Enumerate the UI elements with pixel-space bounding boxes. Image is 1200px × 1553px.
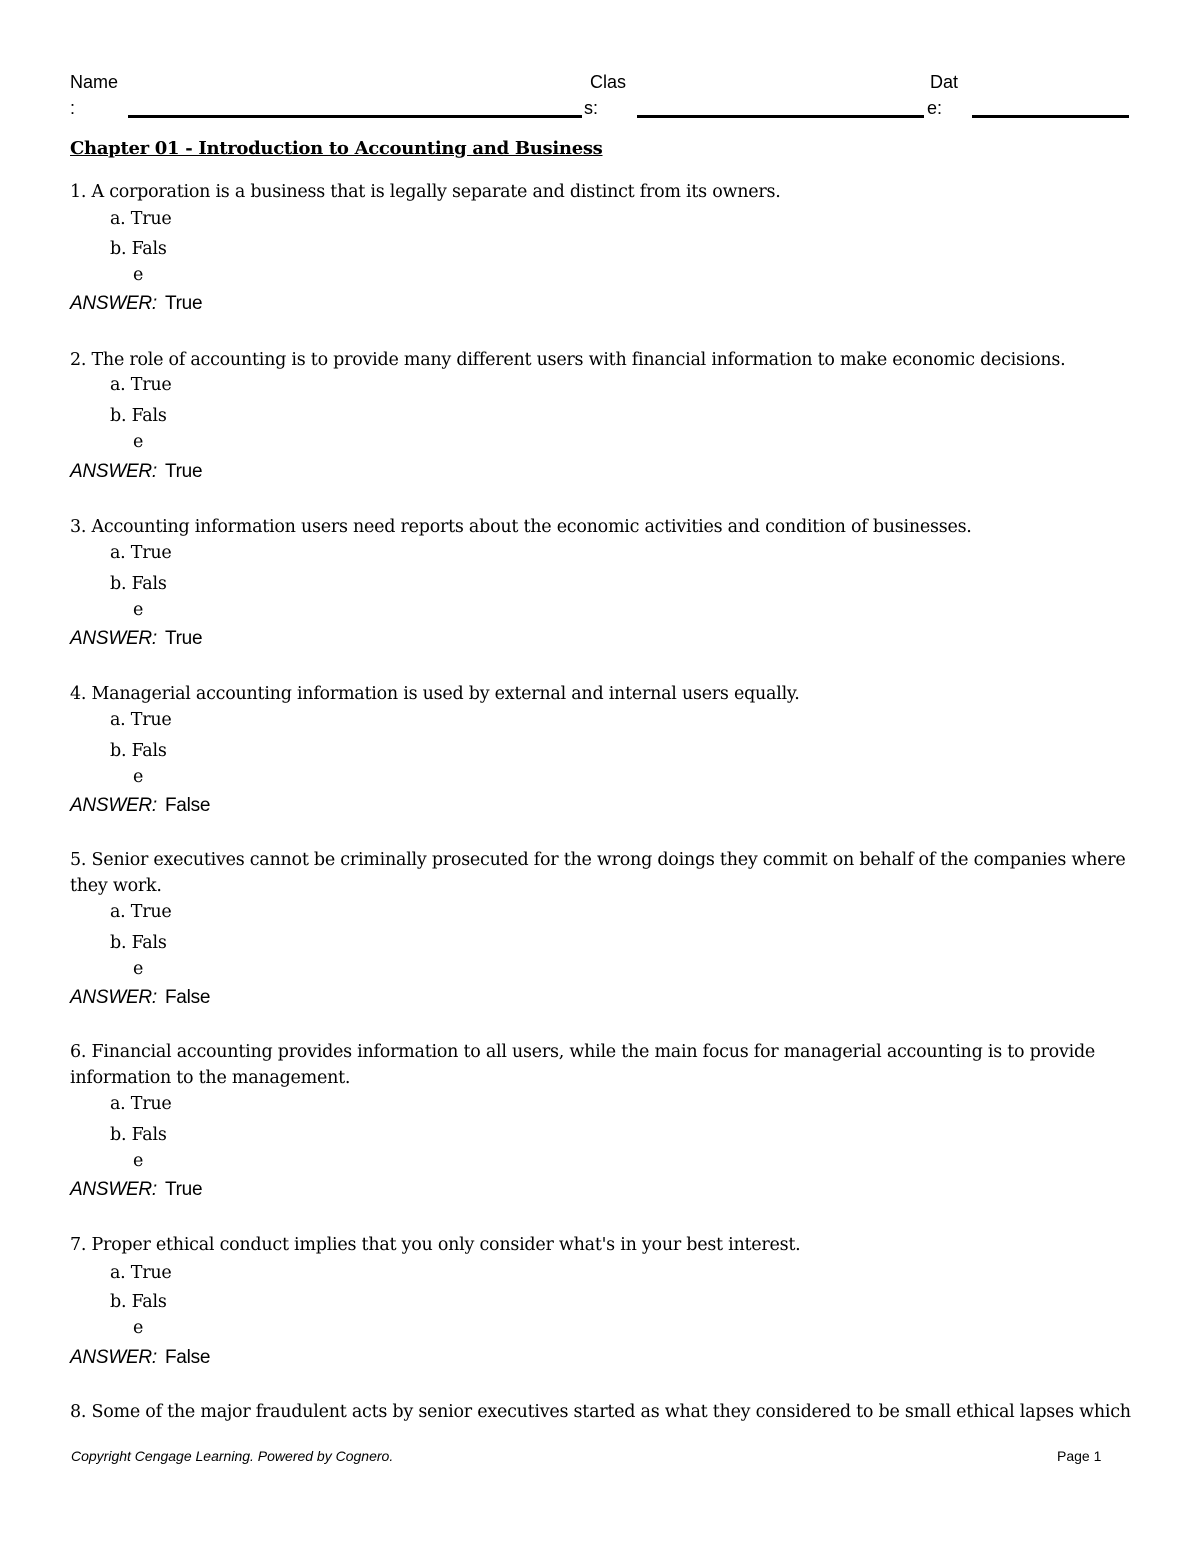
question-2	[70, 347, 1130, 482]
answer-label: ANSWER:	[70, 987, 157, 1008]
date-label: Dat	[930, 72, 959, 92]
option-true[interactable]: a. True	[110, 543, 172, 563]
answer-label: ANSWER:	[70, 795, 157, 816]
date-label-suffix: e:	[927, 98, 943, 118]
name-field[interactable]	[128, 115, 582, 118]
chapter-title: Chapter 01 - Introduction to Accounting and Business	[70, 138, 603, 159]
question-6	[70, 1039, 1130, 1200]
option-false-wrap: e	[133, 265, 144, 285]
option-true[interactable]: a. True	[110, 1263, 172, 1283]
option-false[interactable]: b. Fals	[110, 933, 167, 953]
option-false[interactable]: b. Fals	[110, 1292, 167, 1312]
option-true[interactable]: a. True	[110, 902, 172, 922]
answer-value: True	[164, 1179, 203, 1200]
option-true[interactable]: a. True	[110, 209, 172, 229]
answer-value: False	[164, 1347, 211, 1368]
answer-value: True	[164, 461, 203, 482]
page-number: Page 1	[1057, 1448, 1102, 1464]
date-field[interactable]	[972, 115, 1129, 118]
class-label-suffix: s:	[584, 98, 599, 118]
question-text: 6. Financial accounting provides information to all users, while the main focus for managerial accounting is to provide information to the management.	[70, 1042, 1096, 1088]
class-field[interactable]	[637, 115, 924, 118]
answer-label: ANSWER:	[70, 461, 157, 482]
option-true[interactable]: a. True	[110, 710, 172, 730]
answer-value: False	[164, 987, 211, 1008]
option-false[interactable]: b. Fals	[110, 1125, 167, 1145]
answer-line	[70, 459, 202, 485]
answer-label: ANSWER:	[70, 628, 157, 649]
question-text: 4. Managerial accounting information is used by external and internal users equally.	[70, 684, 800, 704]
option-false-wrap: e	[133, 959, 144, 979]
option-false-wrap: e	[133, 1318, 144, 1338]
answer-label: ANSWER:	[70, 293, 157, 314]
answer-line	[70, 793, 210, 819]
answer-line	[70, 1177, 202, 1203]
answer-value: False	[164, 795, 211, 816]
answer-value: True	[164, 628, 203, 649]
question-3	[70, 514, 1130, 649]
question-5	[70, 847, 1130, 1008]
class-label: Clas	[590, 72, 627, 92]
question-8	[70, 1399, 1132, 1425]
question-text: 1. A corporation is a business that is legally separate and distinct from its owners.	[70, 182, 781, 202]
answer-label: ANSWER:	[70, 1179, 157, 1200]
option-false[interactable]: b. Fals	[110, 574, 167, 594]
option-false-wrap: e	[133, 432, 144, 452]
answer-value: True	[164, 293, 203, 314]
answer-line	[70, 1345, 210, 1371]
option-false-wrap: e	[133, 1151, 144, 1171]
answer-label: ANSWER:	[70, 1347, 157, 1368]
question-4	[70, 681, 1130, 816]
question-text: 5. Senior executives cannot be criminally prosecuted for the wrong doings they commit on behalf of the companies where they work.	[70, 850, 1126, 896]
question-text: 7. Proper ethical conduct implies that you only consider what's in your best interest.	[70, 1235, 801, 1255]
option-false[interactable]: b. Fals	[110, 239, 167, 259]
question-text: 3. Accounting information users need reports about the economic activities and condition of businesses.	[70, 517, 972, 537]
answer-line	[70, 985, 210, 1011]
option-false-wrap: e	[133, 767, 144, 787]
name-label: Name	[70, 72, 119, 92]
question-7	[70, 1232, 1130, 1368]
option-true[interactable]: a. True	[110, 375, 172, 395]
option-false[interactable]: b. Fals	[110, 741, 167, 761]
option-true[interactable]: a. True	[110, 1094, 172, 1114]
question-1	[70, 179, 1130, 314]
option-false-wrap: e	[133, 600, 144, 620]
question-text: 2. The role of accounting is to provide many different users with financial information to make economic decisions.	[70, 350, 1066, 370]
option-false[interactable]: b. Fals	[110, 406, 167, 426]
answer-line	[70, 626, 202, 652]
name-label-colon: :	[70, 98, 76, 118]
answer-line	[70, 291, 202, 317]
footer-copyright: Copyright Cengage Learning. Powered by Cognero.	[71, 1448, 394, 1464]
question-text: 8. Some of the major fraudulent acts by senior executives started as what they considered to be small ethical lapses which	[70, 1402, 1131, 1422]
